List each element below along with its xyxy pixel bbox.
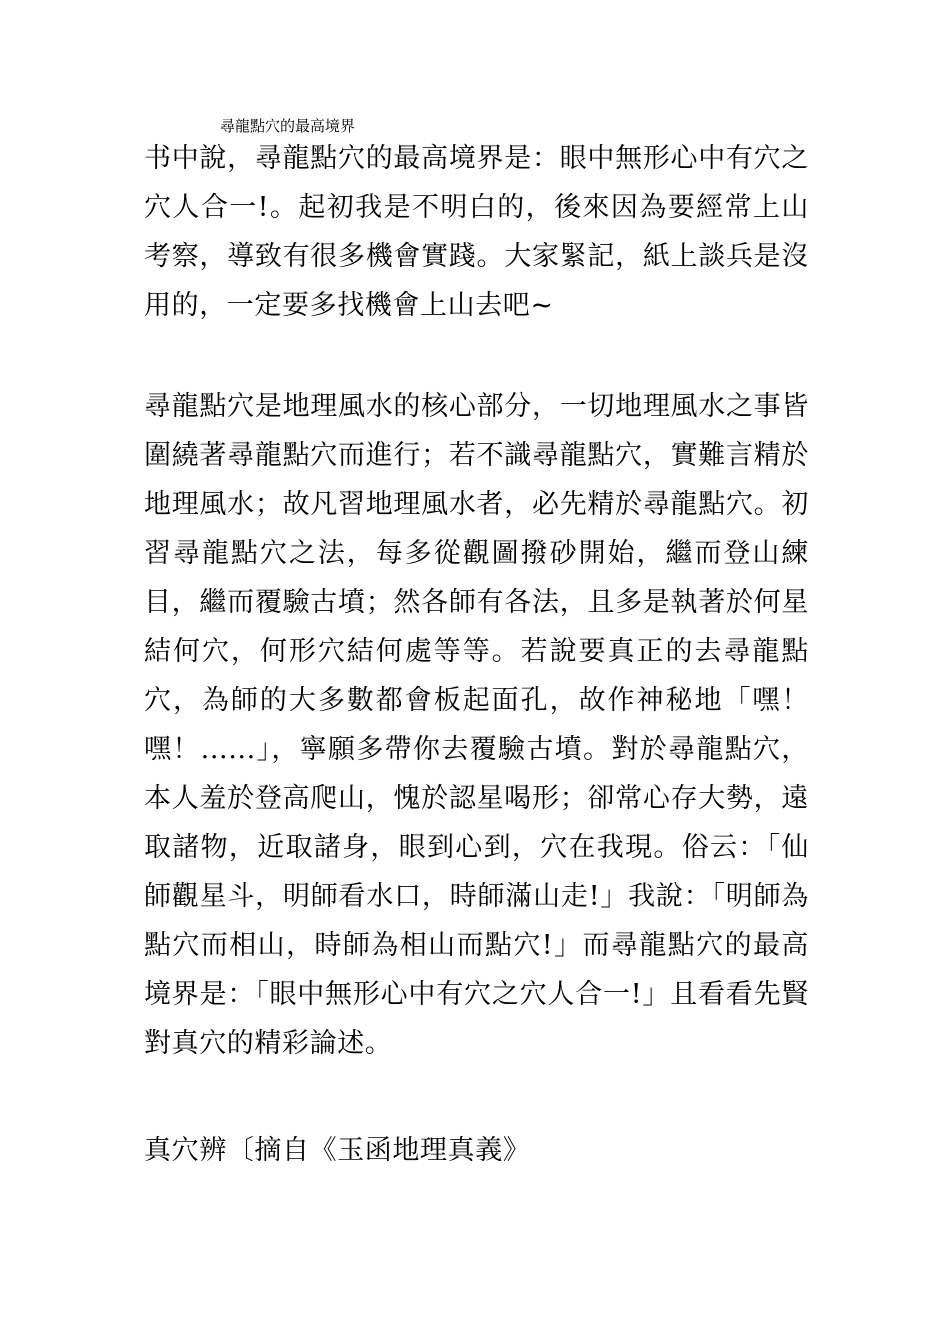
paragraph-main: 尋龍點穴是地理風水的核心部分，一切地理風水之事皆圍繞著尋龍點穴而進行；若不識尋龍點穴，實難言精於地理風水；故凡習地理風水者，必先精於尋龍點穴。初習尋龍點穴之法，每多從觀圖撥砂開始，繼而登山練目，繼而覆驗古墳；然各師有各法，且多是執著於何星結何穴，何形穴結何處等等。若說要真正的去尋龍點穴，為師的大多數都會板起面孔，故作神秘地「嘿！嘿！......」，寧願多帶你去覆驗古墳。對於尋龍點穴，本人羞於登高爬山，愧於認星喝形；卻常心存大勢，遠取諸物，近取諸身，眼到心到，穴在我現。俗云：「仙師觀星斗，明師看水口，時師滿山走!」我說：「明師為點穴而相山，時師為相山而點穴!」而尋龍點穴的最高境界是：「眼中無形心中有穴之穴人合一!」且看看先賢對真穴的精彩論述。	[144, 391, 809, 1059]
paragraph-intro: 书中說，尋龍點穴的最高境界是：眼中無形心中有穴之穴人合一!。起初我是不明白的，後來因為要經常上山考察，導致有很多機會實踐。大家緊記，紙上談兵是沒用的，一定要多找機會上山去吧~	[144, 143, 809, 321]
document-title: 尋龍點穴的最高境界	[220, 117, 356, 135]
paragraph-heading-quote: 真穴辨〔摘自《玉函地理真義》	[144, 1135, 531, 1166]
